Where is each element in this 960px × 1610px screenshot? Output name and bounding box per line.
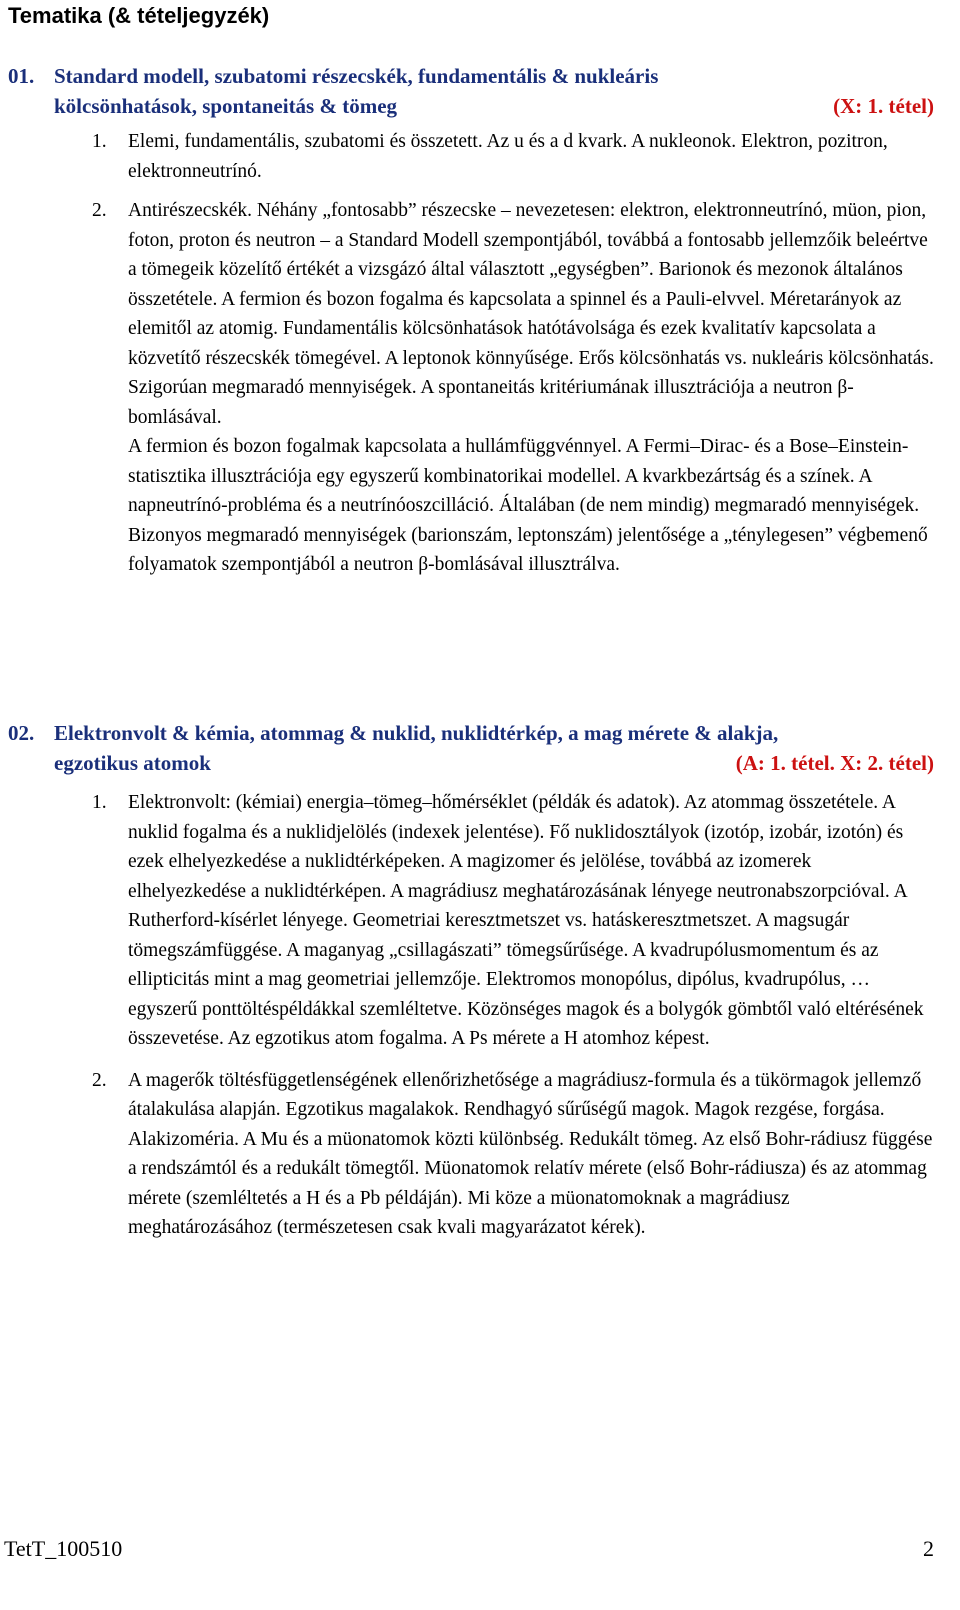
paragraph: A magerők töltésfüggetlenségének ellenőrizhetősége a magrádiusz-formula és a tükörmagok jellemző átalakulása alapján. Egzotikus magalakok. Rendhagyó sűrűségű magok. Magok rezgése, forgása. Alakizoméria. A Mu és a müonatomok közti különbség. Redukált tömeg. Az első Bohr-rádiusz függése a rendszámtól és a redukált tömegtől. Müonatomok relatív mérete (első Bohr-rádiusza) és az atommag mérete (szemléltetés a H és a Pb példáján). Mi köze a müonatomoknak a magrádiusz meghatározásához (természetesen csak kvali magyarázatot kérek). — [128, 1069, 933, 1238]
section-title-line-1: Elektronvolt & kémia, atommag & nuklid, nuklidtérkép, a mag mérete & alakja, — [54, 721, 779, 745]
list-item — [0, 127, 960, 186]
section-title-line-2 — [54, 748, 934, 778]
list-item-text — [128, 788, 934, 1054]
section-title — [54, 718, 934, 778]
section-title-line-2 — [54, 91, 934, 121]
section-title-line-2-text: kölcsönhatások, spontaneitás & tömeg — [54, 94, 398, 118]
list-item-text — [128, 196, 934, 580]
section-heading — [0, 718, 960, 778]
section-title — [54, 61, 934, 121]
footer-document-code: TetT_100510 — [4, 1536, 123, 1561]
list-item-number: 2. — [92, 200, 107, 221]
section-02 — [0, 718, 960, 1243]
list-item — [0, 196, 960, 580]
list-item-number: 1. — [92, 131, 107, 152]
section-reference: (X: 1. tétel) — [833, 94, 934, 118]
paragraph: A fermion és bozon fogalmak kapcsolata a hullámfüggvénnyel. A Fermi–Dirac- és a Bose–Einstein-statisztika illusztrációja egy egyszerű kombinatorikai modellel. A kvarkbezártság és a színek. A napneutrínó-probléma és a neutrínóoszcilláció. Általában (de nem mindig) megmaradó mennyiségek. Bizonyos megmaradó mennyiségek (barionszám, leptonszám) jelentősége a „ténylegesen” végbemenő folyamatok szempontjából a neutron β-bomlásával illusztrálva. — [128, 436, 928, 575]
footer-page-number: 2 — [923, 1536, 934, 1561]
section-title-line-2-text: egzotikus atomok — [54, 751, 211, 775]
list-item — [0, 1066, 960, 1243]
list-item-text — [128, 1066, 934, 1243]
paragraph: Antirészecskék. Néhány „fontosabb” részecske – nevezetesen: elektron, elektronneutrínó, müon, pion, foton, proton és neutron – a Standard Modell szempontjából, továbbá a fontosabb jellemzőik beleértve a tömegeik közelítő értékét a vizsgázó által választott „egységben”. Barionok és mezonok általános összetétele. A fermion és bozon fogalma és kapcsolata a spinnel és a Pauli-elvvel. Méretarányok az elemitől az atomig. Fundamentális kölcsönhatások hatótávolsága és ezek kvalitatív kapcsolata a közvetítő részecskék tömegével. A leptonok könnyűsége. Erős kölcsönhatás vs. nukleáris kölcsönhatás. Szigorúan megmaradó mennyiségek. A spontaneitás kritériumának illusztrációja a neutron β-bomlásával. — [128, 200, 934, 428]
section-01 — [0, 61, 960, 580]
section-title-line-1: Standard modell, szubatomi részecskék, fundamentális & nukleáris — [54, 64, 659, 88]
paragraph: Elektronvolt: (kémiai) energia–tömeg–hőmérséklet (példák és adatok). Az atommag összetétele. A nuklid fogalma és a nuklidjelölés (indexek jelentése). Fő nuklidosztályok (izotóp, izobár, izotón) és ezek elhelyezkedése a nuklidtérképeken. A magizomer és jelölése, továbbá az izomerek elhelyezkedése a nuklidtérképen. A magrádiusz meghatározásának lényege neutronabszorpcióval. A Rutherford-kísérlet lényege. Geometriai keresztmetszet vs. hatáskeresztmetszet. A magsugár tömegszámfüggése. A maganyag „csillagászati” tömegsűrűsége. A kvadrupólusmomentum és az ellipticitás mint a mag geometriai jellemzője. Elektromos monopólus, dipólus, kvadrupólus, … egyszerű ponttöltéspéldákkal szemléltetve. Közönséges magok és a bolygók gömbtől való eltérésének összevetése. Az egzotikus atom fogalma. A Ps mérete a H atomhoz képest. — [128, 792, 924, 1049]
list-item-text — [128, 127, 934, 186]
paragraph: Elemi, fundamentális, szubatomi és összetett. Az u és a d kvark. A nukleonok. Elektron, pozitron, elektronneutrínó. — [128, 131, 888, 182]
section-reference: (A: 1. tétel. X: 2. tétel) — [735, 751, 934, 775]
list-item — [0, 788, 960, 1054]
list-item-number: 1. — [92, 792, 107, 813]
section-number: 02. — [8, 721, 35, 745]
list-item-number: 2. — [92, 1069, 107, 1091]
section-number: 01. — [8, 64, 35, 88]
page-title: Tematika (& tételjegyzék) — [8, 3, 270, 28]
section-heading — [0, 61, 960, 121]
